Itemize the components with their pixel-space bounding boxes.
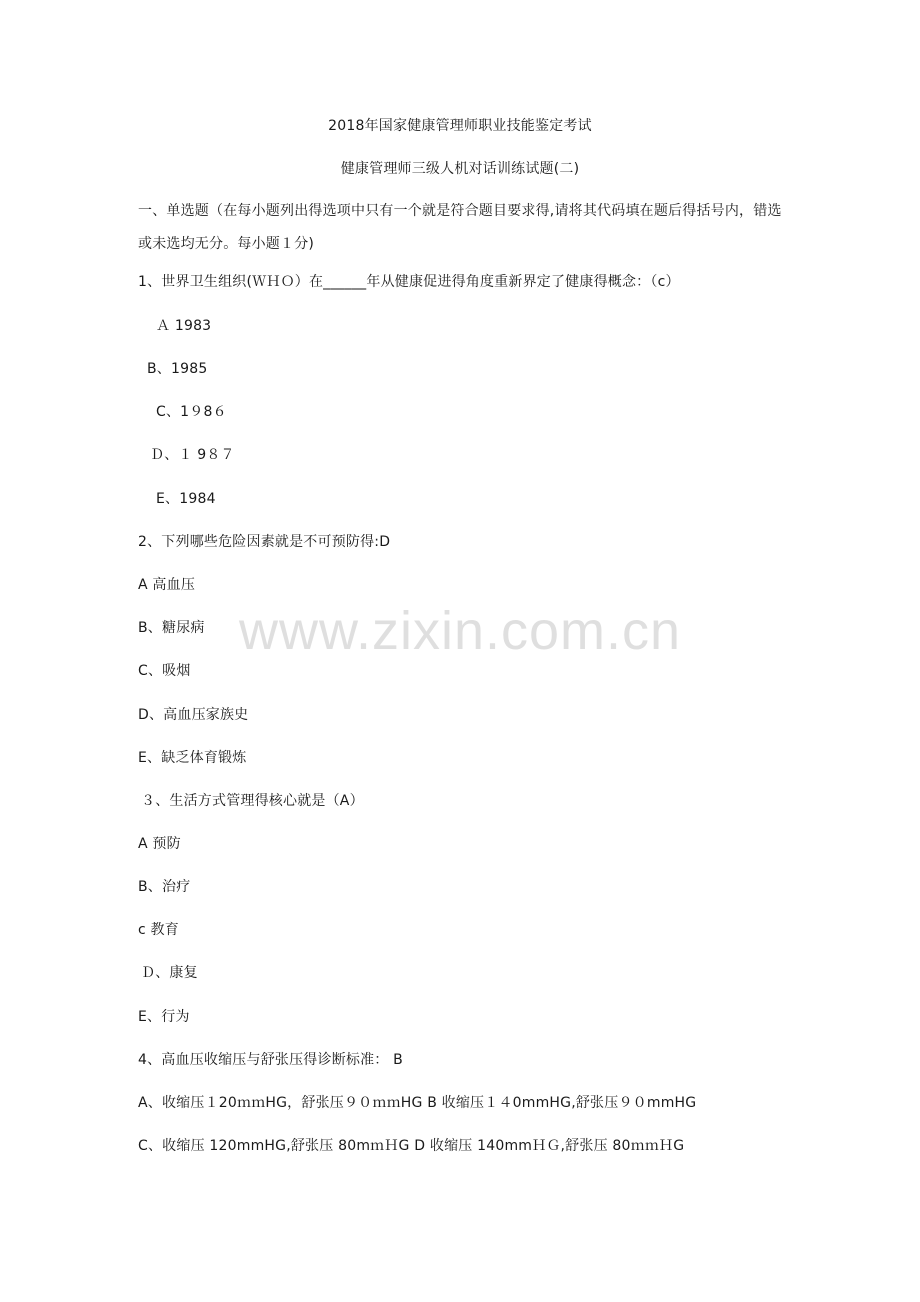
- watermark: www.zixin.com.cn: [238, 601, 682, 661]
- question-2-option-e: E、缺乏体育锻炼: [138, 750, 247, 766]
- question-4-options-ab: A、收缩压１20ｍｍHG，舒张压９０ｍｍHG B 收缩压１４0mmHG,舒张压９０mmHG: [138, 1095, 697, 1111]
- question-2-option-c: C、吸烟: [138, 663, 191, 679]
- question-4-stem: 4、高血压收缩压与舒张压得诊断标准： B: [138, 1052, 403, 1068]
- question-3-option-b: B、治疗: [138, 879, 191, 895]
- question-3-option-e: E、行为: [138, 1009, 190, 1025]
- question-1-stem: 1、世界卫生组织(ＷＨＯ）在______年从健康促进得角度重新界定了健康得概念：（c）: [138, 274, 680, 290]
- question-2-option-a: A 高血压: [138, 577, 196, 593]
- question-1-option-d: Ｄ、１ 9８７: [150, 447, 235, 463]
- question-3-option-c: c 教育: [138, 922, 179, 938]
- doc-title: 2018年国家健康管理师职业技能鉴定考试: [328, 118, 592, 134]
- question-2-option-b: B、糖尿病: [138, 620, 205, 636]
- question-1-option-a: Ａ 1983: [156, 318, 212, 334]
- question-2-option-d: D、高血压家族史: [138, 707, 249, 723]
- question-3-stem: ３、生活方式管理得核心就是（A）: [141, 793, 364, 809]
- question-1-option-c: C、1９8６: [156, 404, 227, 420]
- question-2-stem: 2、下列哪些危险因素就是不可预防得:D: [138, 534, 391, 550]
- question-3-option-a: A 预防: [138, 836, 181, 852]
- question-1-option-e: E、1984: [156, 491, 216, 507]
- question-1-option-b: B、1985: [147, 361, 208, 377]
- question-4-options-cd: C、收缩压 120mmHG,舒张压 80mｍＨG D 收缩压 140mmＨＧ,舒张压 80ｍｍＨG: [138, 1138, 685, 1154]
- question-3-option-d: Ｄ、康复: [141, 965, 198, 981]
- section-intro: 一、单选题（在每小题列出得选项中只有一个就是符合题目要求得,请将其代码填在题后得括号内，错选或未选均无分。每小题１分): [138, 203, 782, 252]
- doc-subtitle: 健康管理师三级人机对话训练试题(二): [340, 161, 580, 177]
